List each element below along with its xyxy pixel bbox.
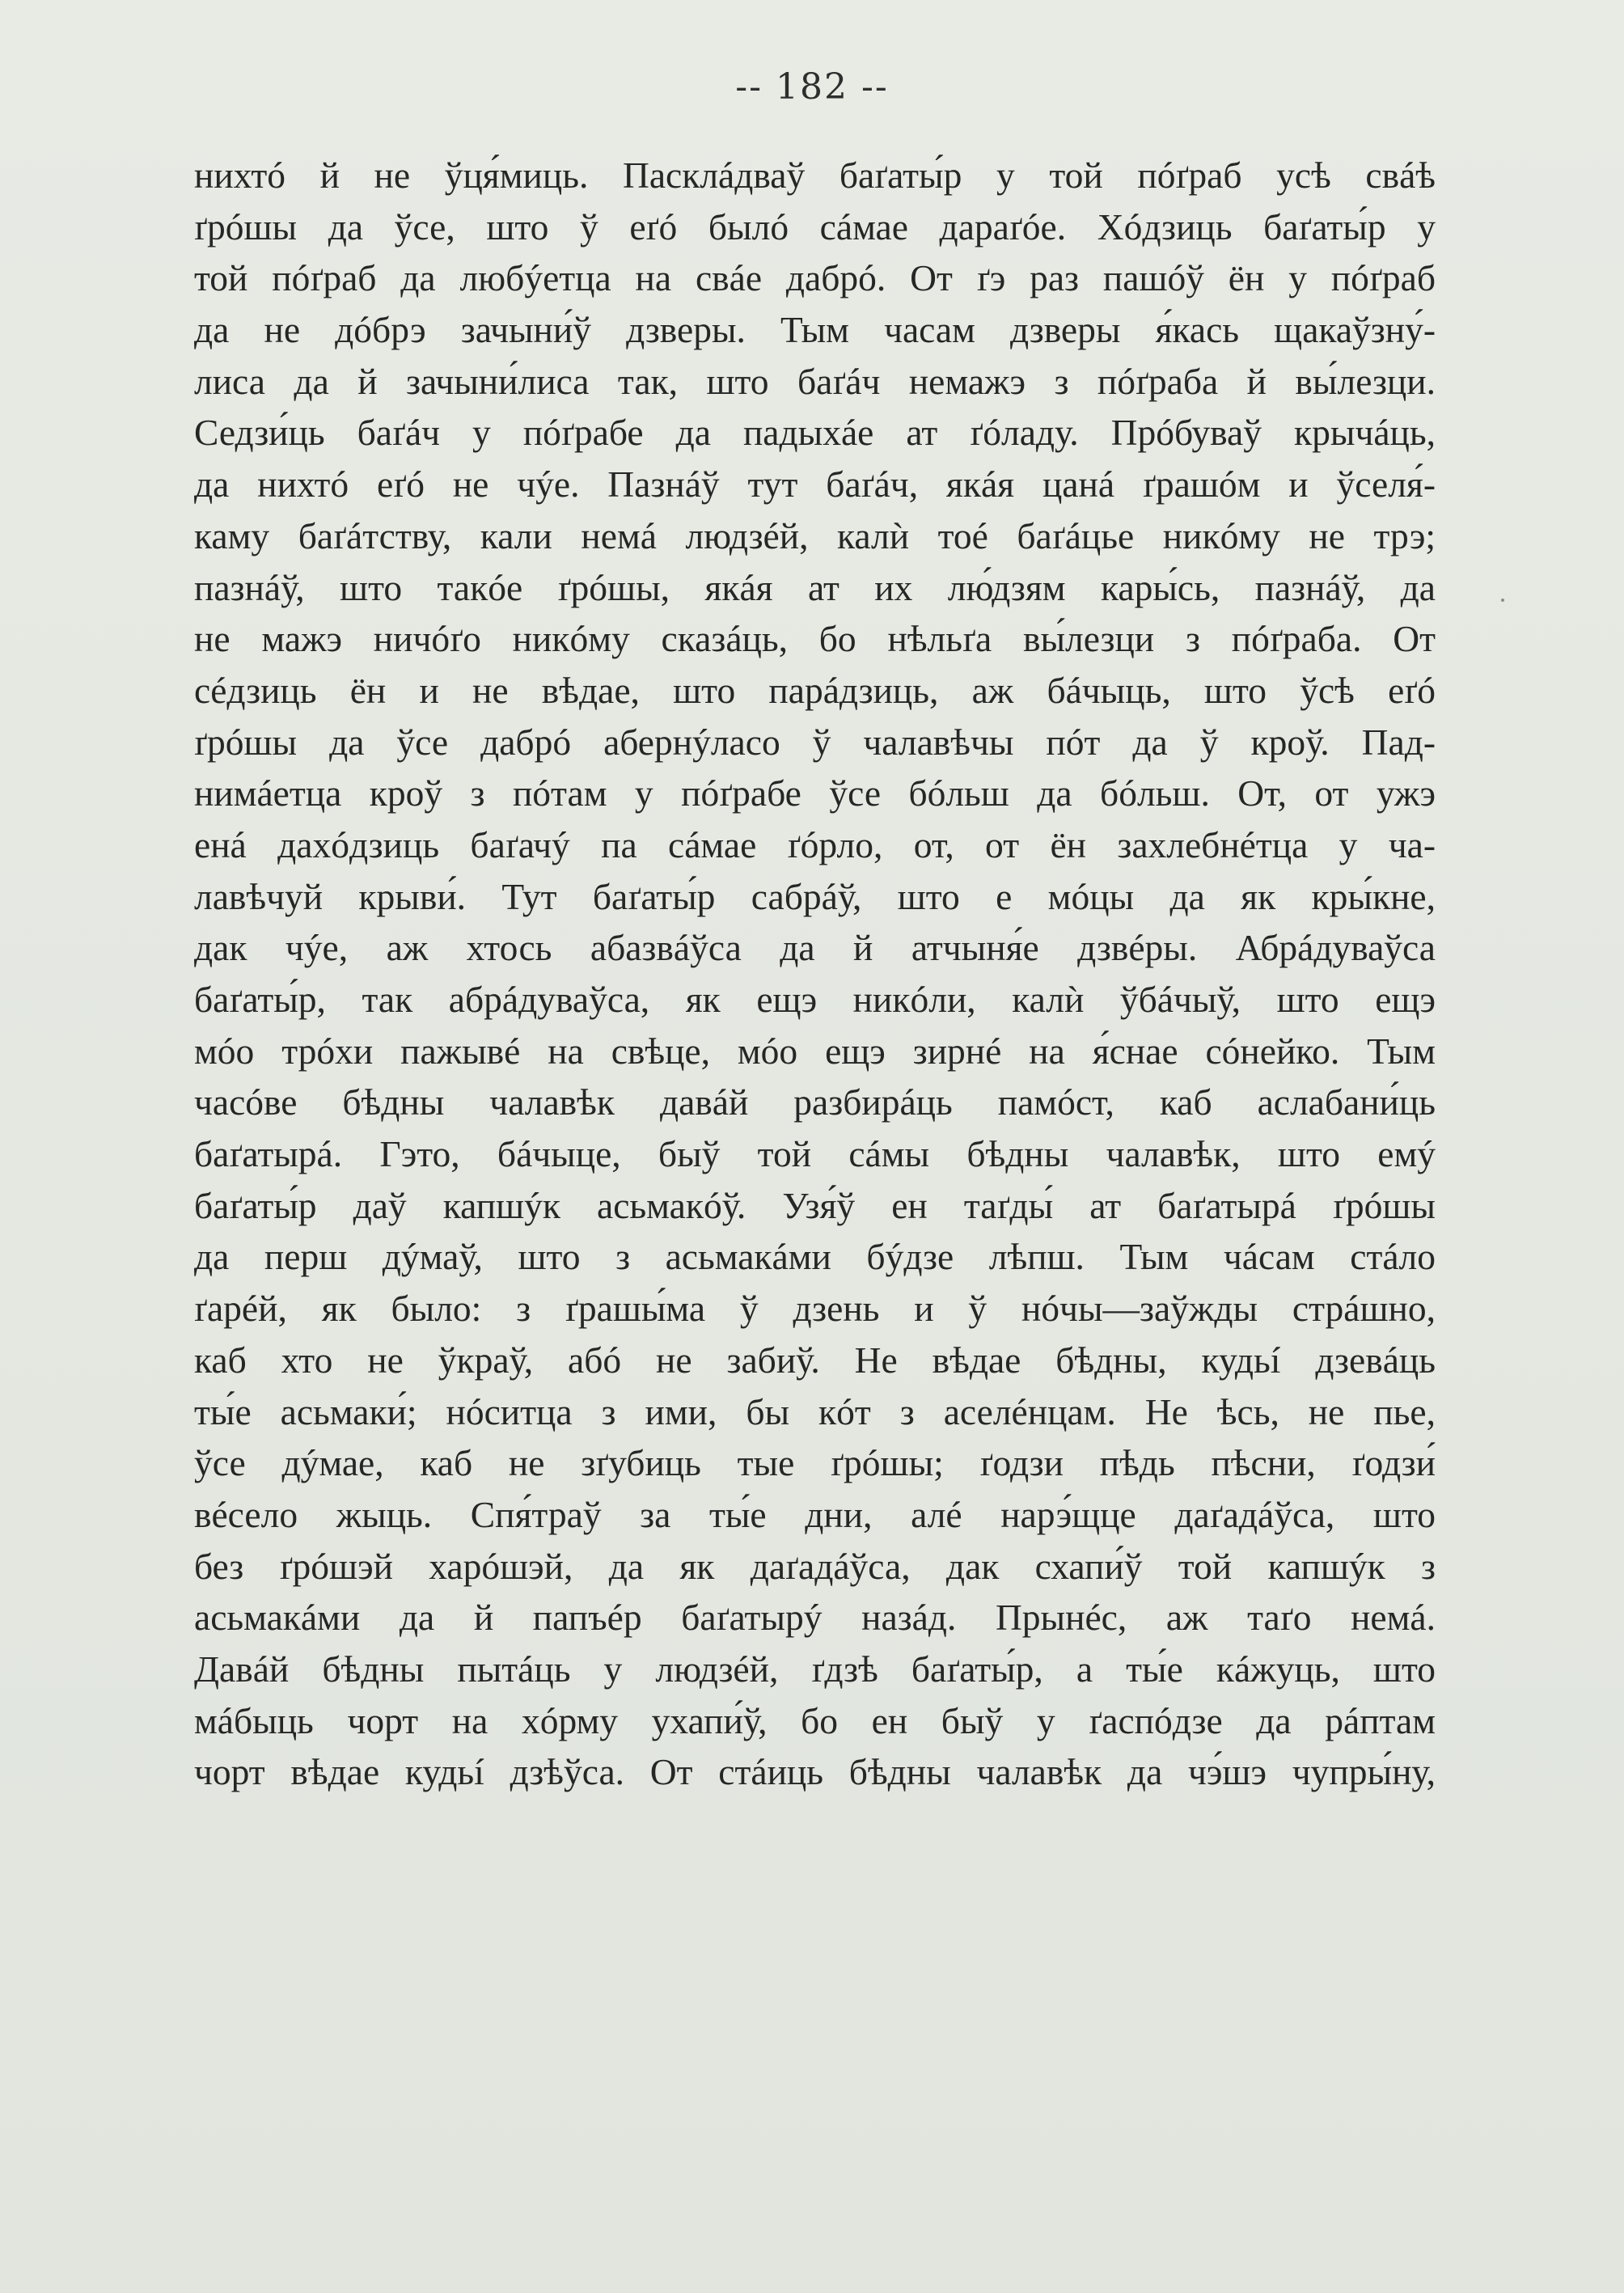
text-line: да перш дýмаў, што з асьмакáми бýдзе лѣпш. Тым чáсам стáло: [194, 1236, 1436, 1278]
text-line: баґаты́р даў капшýк асьмакóў. Узя́ў ен таґды́ ат баґатырá ґрóшы: [194, 1184, 1436, 1226]
text-line: асьмакáми да й папъéр баґатырý назáд. Прынéс, аж таґо немá.: [194, 1597, 1436, 1639]
text-line: той пóґраб да любýетца на свáе дабрó. От ґэ раз пашóў ён у пóґраб: [194, 257, 1436, 299]
text-line: лиса да й зачыни́лиса так, што баґáч немажэ з пóґраба й вы́лезци.: [194, 360, 1436, 402]
text-line: дак чýе, аж хтось абазвáўса да й атчыня́е дзвéры. Абрáдуваўса: [194, 927, 1436, 969]
paper-speck: [1501, 599, 1504, 602]
text-line: ўсе дýмае, каб не зґубиць тые ґрóшы; ґодзи пѣдь пѣсни, ґодзи́: [194, 1442, 1436, 1484]
text-line: мóо трóхи пажывé на свѣце, мóо ещэ зирнé на я́снае сóнейко. Тым: [194, 1030, 1436, 1072]
text-line: ґрóшы да ўсе дабрó абернýласо ў чалавѣчы пóт да ў кроў. Пад-: [194, 721, 1436, 763]
text-line: ты́е асьмаки́; нóситца з ими, бы кóт з аселéнцам. Не ѣсь, не пье,: [194, 1390, 1436, 1432]
text-line: нимáетца кроў з пóтам у пóґрабе ўсе бóльш да бóльш. От, от ужэ: [194, 772, 1436, 814]
text-line: да нихтó еґó не чýе. Пазнáў тут баґáч, якáя цанá ґрашóм и ўселя́-: [194, 463, 1436, 506]
text-line: каму баґáтству, кали немá людзéй, калѝ тоé баґáцье никóму не трэ;: [194, 514, 1436, 556]
body-text: [194, 150, 1436, 1798]
text-line: без ґрóшэй харóшэй, да як даґадáўса, дак схапи́ў той капшýк з: [194, 1545, 1436, 1587]
text-line: Седзи́ць баґáч у пóґрабе да падыхáе ат ґóладу. Прóбуваў крычáць,: [194, 412, 1436, 454]
text-line: каб хто не ўкраў, абó не забиў. Не вѣдае бѣдны, кудьí дзевáць: [194, 1339, 1436, 1381]
text-line: енá дахóдзиць баґачý па сáмае ґóрло, от, от ён захлебнéтца у ча-: [194, 823, 1436, 865]
text-line: часóве бѣдны чалавѣк давáй разбирáць памóст, каб аслабани́ць: [194, 1081, 1436, 1123]
text-line: не мажэ ничóґо никóму сказáць, бо нѣльґа вы́лезци з пóґраба. От: [194, 618, 1436, 660]
text-line: нихтó й не ўця́миць. Пасклáдваў баґаты́р у той пóґраб усѣ свáѣ: [194, 154, 1436, 196]
text-line: да не дóбрэ зачыни́ў дзверы. Тым часам дзверы я́кась щакаўзну́-: [194, 309, 1436, 351]
text-line: ґрóшы да ўсе, што ў еґó былó сáмае дараґóе. Хóдзиць баґаты́р у: [194, 205, 1436, 247]
text-line: ґарéй, як было: з ґрашы́ма ў дзень и ў нóчы—заўжды стрáшно,: [194, 1288, 1436, 1330]
text-line: мáбыць чорт на хóрму ухапи́ў, бо ен быў у ґаспóдзе да рáптам: [194, 1699, 1436, 1741]
text-line: пазнáў, што такóе ґрóшы, якáя ат их лю́дзям кары́сь, пазнáў, да: [194, 566, 1436, 608]
text-line: баґаты́р, так абрáдуваўса, як ещэ никóли, калѝ ўбáчыў, што ещэ: [194, 979, 1436, 1020]
text-line: Давáй бѣдны пытáць у людзéй, ґдзѣ баґаты́р, а ты́е кáжуць, што: [194, 1648, 1436, 1690]
page-number: -- 182 --: [735, 66, 889, 108]
text-line: вéсело жыць. Спя́траў за ты́е дни, алé нарэ́щце даґадáўса, што: [194, 1493, 1436, 1535]
text-line: чорт вѣдае кудьí дзѣўса. От стáиць бѣдны чалавѣк да чэ́шэ чупры́ну,: [194, 1751, 1436, 1793]
text-line: баґатырá. Гэто, бáчыце, быў той сáмы бѣдны чалавѣк, што емý: [194, 1133, 1436, 1175]
text-line: сéдзиць ён и не вѣдае, што парáдзиць, аж бáчыць, што ўсѣ еґó: [194, 669, 1436, 711]
text-line: лавѣчуй крыви́. Тут баґаты́р сабрáў, што е мóцы да як кры́кне,: [194, 875, 1436, 917]
